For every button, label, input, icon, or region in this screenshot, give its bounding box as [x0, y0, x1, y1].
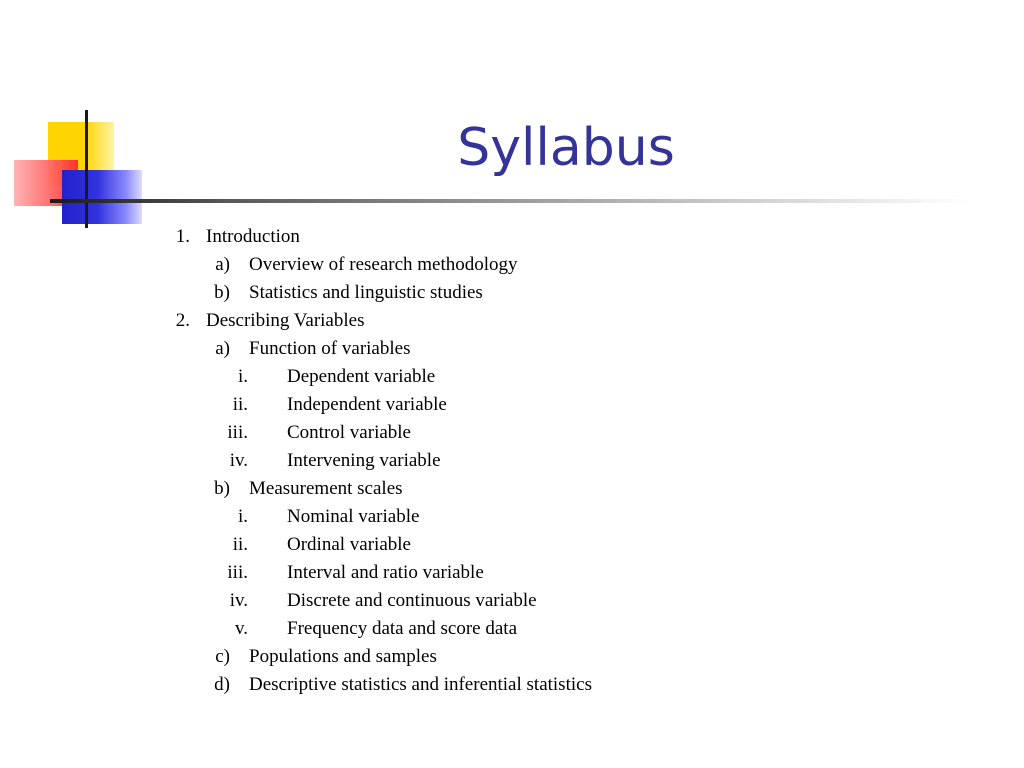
outline-marker: v.: [234, 618, 248, 639]
outline-item: [0, 307, 1024, 335]
decorative-blue-square: [62, 170, 142, 224]
outline-item: [0, 531, 1024, 559]
outline-item: [0, 223, 1024, 251]
outline-text: Intervening variable: [287, 450, 441, 471]
title-underline: [50, 199, 970, 203]
outline-item: [0, 503, 1024, 531]
outline-text: Measurement scales: [249, 478, 403, 499]
outline-item: [0, 335, 1024, 363]
outline-item: [0, 419, 1024, 447]
outline-text: Populations and samples: [249, 646, 437, 667]
outline-text: Function of variables: [249, 338, 411, 359]
outline-marker: iv.: [229, 450, 248, 471]
outline-item: [0, 475, 1024, 503]
outline-marker: ii.: [232, 534, 248, 555]
outline-marker: b): [214, 282, 230, 303]
outline-item: [0, 279, 1024, 307]
outline-text: Independent variable: [287, 394, 447, 415]
syllabus-outline: [0, 223, 1024, 699]
outline-text: Frequency data and score data: [287, 618, 518, 639]
outline-item: [0, 671, 1024, 699]
outline-text: Statistics and linguistic studies: [249, 282, 483, 303]
outline-text: Describing Variables: [206, 310, 365, 331]
outline-item: [0, 447, 1024, 475]
outline-text: Nominal variable: [287, 506, 420, 527]
outline-item: [0, 587, 1024, 615]
outline-text: Descriptive statistics and inferential statistics: [249, 674, 592, 695]
outline-text: Control variable: [287, 422, 411, 443]
outline-text: Ordinal variable: [287, 534, 411, 555]
outline-marker: ii.: [232, 394, 248, 415]
outline-marker: iii.: [227, 422, 248, 443]
outline-marker: a): [215, 338, 230, 359]
outline-marker: 2.: [175, 310, 190, 331]
outline-marker: a): [215, 254, 230, 275]
outline-item: [0, 391, 1024, 419]
outline-marker: i.: [237, 506, 248, 527]
outline-marker: 1.: [175, 226, 190, 247]
outline-item: [0, 363, 1024, 391]
outline-marker: c): [215, 646, 230, 667]
outline-marker: d): [214, 674, 230, 695]
outline-marker: b): [214, 478, 230, 499]
outline-text: Overview of research methodology: [249, 254, 518, 275]
outline-text: Dependent variable: [287, 366, 436, 387]
outline-item: [0, 251, 1024, 279]
slide-title: Syllabus: [457, 118, 675, 178]
outline-marker: iv.: [229, 590, 248, 611]
outline-item: [0, 559, 1024, 587]
outline-marker: iii.: [227, 562, 248, 583]
outline-text: Discrete and continuous variable: [287, 590, 537, 611]
outline-text: Introduction: [206, 226, 300, 247]
outline-item: [0, 643, 1024, 671]
outline-text: Interval and ratio variable: [287, 562, 484, 583]
outline-item: [0, 615, 1024, 643]
outline-marker: i.: [237, 366, 248, 387]
decorative-vertical-line: [85, 110, 88, 228]
